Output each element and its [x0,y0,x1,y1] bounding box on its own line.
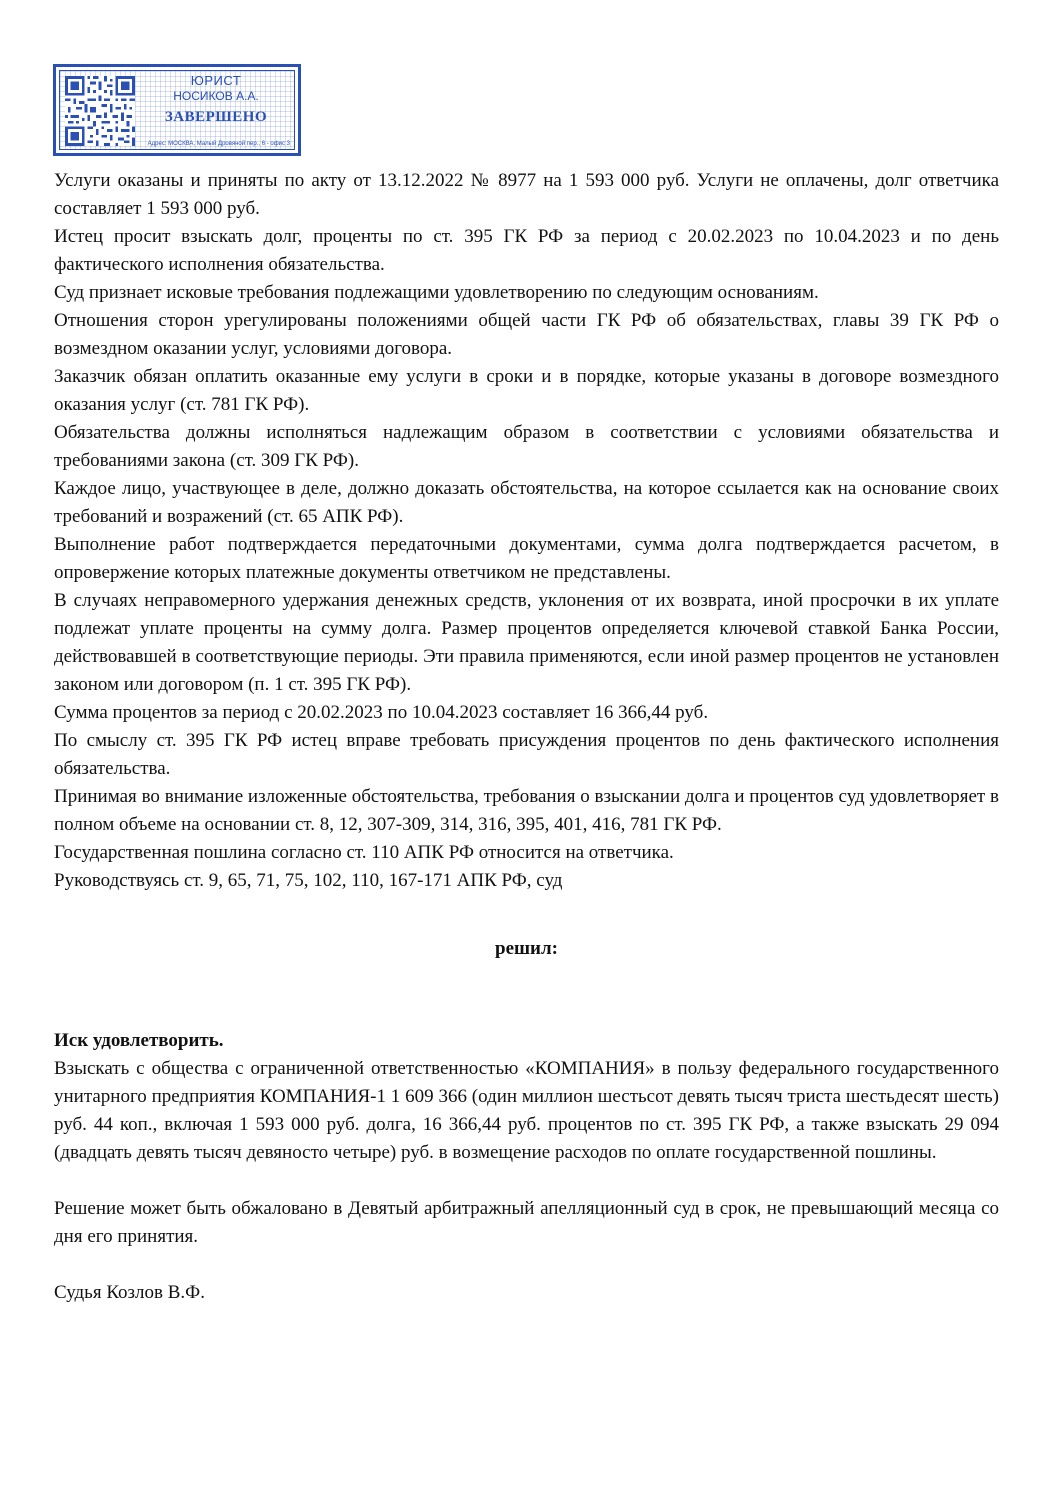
verdict-recover: Взыскать с общества с ограниченной ответственностью «КОМПАНИЯ» в пользу федерального государственного унитарного предприятия КОМПАНИЯ-1 1 609 366 (один миллион шестьсот девять тысяч триста шестьдесят шесть) руб. 44 коп., включая 1 593 000 руб. долга, 16 366,44 руб. процентов по ст. 395 ГК РФ, а также взыскать 29 094 (двадцать девять тысяч девяносто четыре) руб. в возмещение расходов по оплате государственной пошлины. [54,1058,999,1163]
stamp-name: НОСИКОВ А.А. [173,89,259,103]
paragraph: Руководствуясь ст. 9, 65, 71, 75, 102, 110, 167-171 АПК РФ, суд [54,870,563,891]
paragraph: Заказчик обязан оплатить оказанные ему услуги в сроки и в порядке, которые указаны в договоре возмездного оказания услуг (ст. 781 ГК РФ). [54,366,999,415]
lawyer-stamp [53,64,301,156]
paragraph: Суд признает исковые требования подлежащими удовлетворению по следующим основаниям. [54,282,819,303]
paragraph: Сумма процентов за период с 20.02.2023 по 10.04.2023 составляет 16 366,44 руб. [54,702,709,723]
paragraph: Услуги оказаны и приняты по акту от 13.12.2022 № 8977 на 1 593 000 руб. Услуги не оплачены, долг ответчика составляет 1 593 000 руб. [54,170,999,219]
decided-heading: решил: [495,938,558,959]
paragraph: По смыслу ст. 395 ГК РФ истец вправе требовать присуждения процентов по день фактического исполнения обязательства. [54,730,999,779]
paragraph: Обязательства должны исполняться надлежащим образом в соответствии с условиями обязательства и требованиями закона (ст. 309 ГК РФ). [54,422,999,471]
stamp-role: ЮРИСТ [190,73,242,88]
stamp-text [142,73,290,127]
decision-text [54,167,999,1307]
paragraph: Истец просит взыскать долг, проценты по ст. 395 ГК РФ за период с 20.02.2023 по 10.04.2023 и по день фактического исполнения обязательства. [54,226,999,275]
paragraph: Государственная пошлина согласно ст. 110 АПК РФ относится на ответчика. [54,842,674,863]
appeal-notice: Решение может быть обжаловано в Девятый арбитражный апелляционный суд в срок, не превышающий месяца со дня его принятия. [54,1198,999,1247]
stamp-status: ЗАВЕРШЕНО [164,109,268,125]
qr-code-icon [65,76,135,146]
paragraph: Принимая во внимание изложенные обстоятельства, требования о взыскании долга и процентов суд удовлетворяет в полном объеме на основании ст. 8, 12, 307-309, 314, 316, 395, 401, 416, 781 ГК РФ. [54,786,999,835]
stamp-address: Адрес: МОСКВА, Малый Дровяной пер., 6 - офис 3 [147,141,290,147]
stamp-inner [59,70,295,150]
paragraph: В случаях неправомерного удержания денежных средств, уклонения от их возврата, иной просрочки в их уплате подлежат уплате проценты на сумму долга. Размер процентов определяется ключевой ставкой Банка России, действовавшей в соответствующие периоды. Эти правила применяются, если иной размер процентов не установлен законом или договором (п. 1 ст. 395 ГК РФ). [54,590,999,695]
paragraph: Выполнение работ подтверждается передаточными документами, сумма долга подтверждается расчетом, в опровержение которых платежные документы ответчиком не представлены. [54,534,999,583]
judge-signature: Судья Козлов В.Ф. [54,1282,205,1303]
paragraph: Отношения сторон урегулированы положениями общей части ГК РФ об обязательствах, главы 39 ГК РФ о возмездном оказании услуг, условиями договора. [54,310,999,359]
verdict-heading: Иск удовлетворить. [54,1030,224,1051]
paragraph: Каждое лицо, участвующее в деле, должно доказать обстоятельства, на которое ссылается как на основание своих требований и возражений (ст. 65 АПК РФ). [54,478,999,527]
